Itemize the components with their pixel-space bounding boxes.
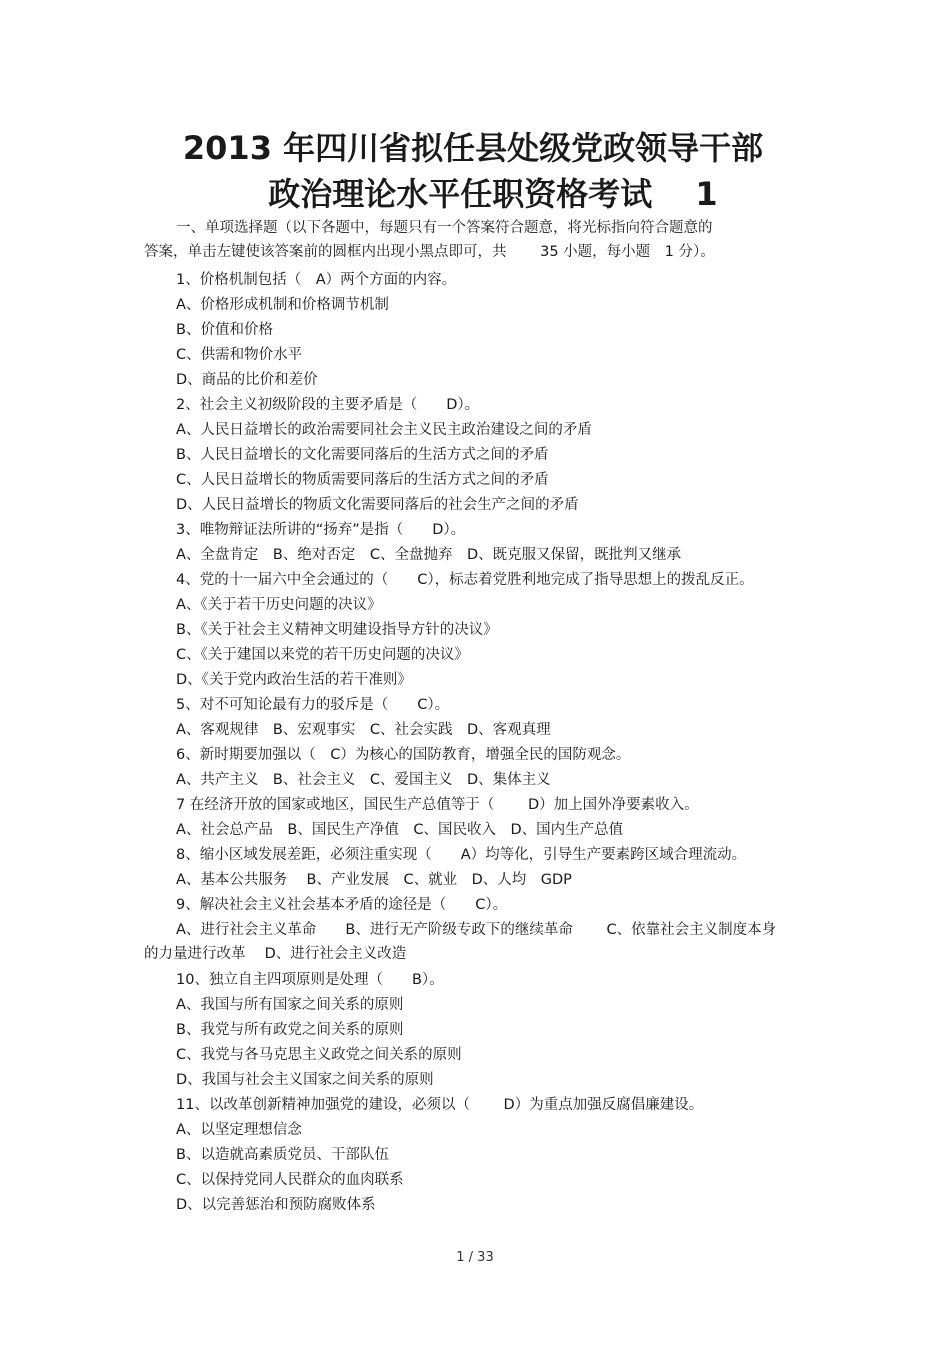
question-line: 7 在经济开放的国家或地区，国民生产总值等于（ D）加上国外净要素收入。 xyxy=(176,797,699,813)
option-line: A、我国与所有国家之间关系的原则 xyxy=(176,997,404,1013)
option-line: B、价值和价格 xyxy=(176,322,273,338)
option-line: D、《关于党内政治生活的若干准则》 xyxy=(176,672,412,688)
option-line: D、人民日益增长的物质文化需要同落后的社会生产之间的矛盾 xyxy=(176,497,579,513)
option-line: B、以造就高素质党员、干部队伍 xyxy=(176,1147,389,1163)
option-line: A、全盘肯定 B、绝对否定 C、全盘抛弃 D、既克服又保留，既批判又继承 xyxy=(176,547,682,563)
option-line: C、我党与各马克思主义政党之间关系的原则 xyxy=(176,1047,462,1063)
page-number: 1 / 33 xyxy=(456,1250,494,1265)
instructions-line-1: 一、单项选择题（以下各题中，每题只有一个答案符合题意，将光标指向符合题意的 xyxy=(176,220,713,236)
option-line: A、人民日益增长的政治需要同社会主义民主政治建设之间的矛盾 xyxy=(176,422,592,438)
document-title-line-1: 2013 年四川省拟任县处级党政领导干部 xyxy=(182,129,764,167)
instructions-line-2: 答案，单击左键使该答案前的圆框内出现小黑点即可，共 35 小题，每小题 1 分）。 xyxy=(144,244,715,260)
option-line: C、人民日益增长的物质需要同落后的生活方式之间的矛盾 xyxy=(176,472,549,488)
question-line: 2、社会主义初级阶段的主要矛盾是（ D）。 xyxy=(176,397,480,413)
option-line: A、基本公共服务 B、产业发展 C、就业 D、人均 GDP xyxy=(176,872,572,888)
option-line: C、供需和物价水平 xyxy=(176,347,303,363)
option-line: A、社会总产品 B、国民生产净值 C、国民收入 D、国内生产总值 xyxy=(176,822,624,838)
option-line: A、共产主义 B、社会主义 C、爱国主义 D、集体主义 xyxy=(176,772,551,788)
option-line: B、人民日益增长的文化需要同落后的生活方式之间的矛盾 xyxy=(176,447,549,463)
question-line: 6、新时期要加强以（ C）为核心的国防教育，增强全民的国防观念。 xyxy=(176,747,631,763)
option-line: D、以完善惩治和预防腐败体系 xyxy=(176,1197,376,1213)
question-line: 10、独立自主四项原则是处理（ B）。 xyxy=(176,972,444,988)
question-line: 5、对不可知论最有力的驳斥是（ C）。 xyxy=(176,697,450,713)
option-line: C、以保持党同人民群众的血肉联系 xyxy=(176,1172,404,1188)
question-line: 1、价格机制包括（ A）两个方面的内容。 xyxy=(176,272,457,288)
document-title-line-2: 政治理论水平任职资格考试 1 xyxy=(268,175,718,213)
option-line: A、客观规律 B、宏观事实 C、社会实践 D、客观真理 xyxy=(176,722,551,738)
option-line: B、我党与所有政党之间关系的原则 xyxy=(176,1022,404,1038)
question-line: 9、解决社会主义社会基本矛盾的途径是（ C）。 xyxy=(176,897,508,913)
option-line: A、进行社会主义革命 B、进行无产阶级专政下的继续革命 C、依靠社会主义制度本身 xyxy=(176,922,777,938)
question-line: 4、党的十一届六中全会通过的（ C），标志着党胜利地完成了指导思想上的拨乱反正。 xyxy=(176,572,754,588)
option-line-continued: 的力量进行改革 D、进行社会主义改造 xyxy=(144,946,407,962)
question-line: 11、以改革创新精神加强党的建设，必须以（ D）为重点加强反腐倡廉建设。 xyxy=(176,1097,704,1113)
question-line: 8、缩小区域发展差距，必须注重实现（ A）均等化，引导生产要素跨区域合理流动。 xyxy=(176,847,747,863)
option-line: A、《关于若干历史问题的决议》 xyxy=(176,597,382,613)
option-line: D、商品的比价和差价 xyxy=(176,372,318,388)
option-line: B、《关于社会主义精神文明建设指导方针的决议》 xyxy=(176,622,498,638)
question-line: 3、唯物辩证法所讲的“扬弃”是指（ D）。 xyxy=(176,522,466,538)
option-line: D、我国与社会主义国家之间关系的原则 xyxy=(176,1072,434,1088)
option-line: A、价格形成机制和价格调节机制 xyxy=(176,297,389,313)
option-line: C、《关于建国以来党的若干历史问题的决议》 xyxy=(176,647,469,663)
option-line: A、以坚定理想信念 xyxy=(176,1122,302,1138)
